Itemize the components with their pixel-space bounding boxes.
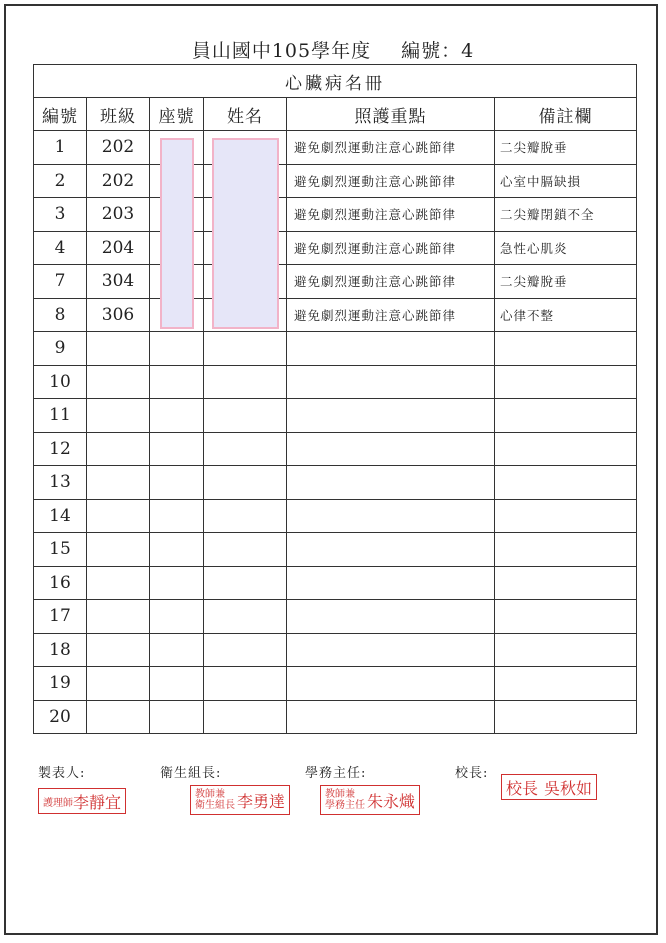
cell-class [87,600,150,634]
cell-class [87,667,150,701]
header-care-focus: 照護重點 [287,98,495,131]
cell-name [204,633,287,667]
stamp-maker: 護理師 李靜宜 [38,788,126,814]
cell-care-focus: 避免劇烈運動注意心跳節律 [287,164,495,198]
cell-name [204,667,287,701]
cell-name [204,700,287,734]
cell-care-focus [287,365,495,399]
cell-remarks [495,600,637,634]
cell-seat [150,600,204,634]
cell-number: 17 [34,600,87,634]
table-row [34,667,637,701]
cell-name [204,399,287,433]
cell-number: 7 [34,265,87,299]
cell-care-focus [287,499,495,533]
table-row [34,633,637,667]
table-row [34,365,637,399]
cell-care-focus: 避免劇烈運動注意心跳節律 [287,298,495,332]
header-remarks: 備註欄 [495,98,637,131]
stamp-principal: 校長 吳秋如 [501,774,597,800]
cell-number: 10 [34,365,87,399]
table-row [34,298,637,332]
cell-remarks [495,533,637,567]
cell-name [204,499,287,533]
cell-number: 15 [34,533,87,567]
cell-remarks: 急性心肌炎 [495,231,637,265]
cell-class: 203 [87,198,150,232]
cell-number: 9 [34,332,87,366]
cell-care-focus [287,432,495,466]
label-maker: 製表人: [38,766,86,781]
cell-remarks: 心室中膈缺損 [495,164,637,198]
cell-care-focus [287,600,495,634]
cell-seat [150,432,204,466]
cell-seat [150,633,204,667]
heart-disease-roster-table [33,64,637,734]
stamp-student-affairs-director: 教師兼 學務主任 朱永熾 [320,785,420,815]
cell-care-focus [287,667,495,701]
cell-care-focus [287,466,495,500]
cell-class: 202 [87,131,150,165]
cell-remarks: 二尖瓣閉鎖不全 [495,198,637,232]
cell-care-focus [287,700,495,734]
cell-class: 306 [87,298,150,332]
cell-seat [150,499,204,533]
cell-class [87,633,150,667]
cell-care-focus [287,399,495,433]
stamp-health-section-chief: 教師兼 衛生組長 李勇達 [190,785,290,815]
cell-seat [150,533,204,567]
cell-number: 3 [34,198,87,232]
cell-class: 304 [87,265,150,299]
cell-remarks [495,633,637,667]
cell-remarks [495,399,637,433]
cell-remarks: 心律不整 [495,298,637,332]
cell-number: 19 [34,667,87,701]
cell-number: 20 [34,700,87,734]
cell-number: 18 [34,633,87,667]
cell-remarks [495,700,637,734]
cell-seat [150,566,204,600]
cell-care-focus [287,533,495,567]
cell-name [204,365,287,399]
table-row [34,499,637,533]
table-row [34,164,637,198]
cell-seat [150,399,204,433]
header-number: 編號 [34,98,87,131]
cell-name [204,600,287,634]
table-row [34,700,637,734]
cell-remarks [495,466,637,500]
cell-care-focus: 避免劇烈運動注意心跳節律 [287,265,495,299]
table-row [34,131,637,165]
document-title [0,36,666,63]
table-row [34,432,637,466]
redacted-student-names [212,138,279,329]
table-row [34,231,637,265]
cell-name [204,566,287,600]
cell-remarks [495,332,637,366]
cell-care-focus: 避免劇烈運動注意心跳節律 [287,131,495,165]
cell-number: 11 [34,399,87,433]
table-row [34,533,637,567]
cell-class [87,432,150,466]
cell-remarks [495,566,637,600]
label-health-section-chief: 衛生組長: [160,766,222,781]
label-principal: 校長: [455,766,489,781]
table-row [34,265,637,299]
cell-number: 14 [34,499,87,533]
cell-name [204,332,287,366]
cell-number: 2 [34,164,87,198]
table-caption: 心臟病名冊 [34,65,637,98]
table-row [34,332,637,366]
cell-class [87,533,150,567]
cell-class [87,399,150,433]
cell-care-focus: 避免劇烈運動注意心跳節律 [287,231,495,265]
cell-number: 12 [34,432,87,466]
cell-remarks [495,667,637,701]
cell-remarks: 二尖瓣脫垂 [495,131,637,165]
cell-class [87,466,150,500]
table-row [34,566,637,600]
cell-remarks [495,499,637,533]
table-row [34,466,637,500]
cell-number: 16 [34,566,87,600]
cell-remarks: 二尖瓣脫垂 [495,265,637,299]
cell-seat [150,700,204,734]
cell-name [204,466,287,500]
cell-class [87,566,150,600]
cell-seat [150,667,204,701]
cell-name [204,533,287,567]
cell-class [87,700,150,734]
cell-care-focus [287,633,495,667]
cell-class [87,365,150,399]
header-name: 姓名 [204,98,287,131]
cell-class: 202 [87,164,150,198]
table-row [34,600,637,634]
cell-class: 204 [87,231,150,265]
cell-care-focus [287,332,495,366]
cell-name [204,432,287,466]
table-row [34,198,637,232]
cell-number: 1 [34,131,87,165]
school-year-title: 員山國中105學年度 [191,40,372,62]
document-number: 編號：4 [401,40,475,62]
redacted-seat-numbers [160,138,194,329]
cell-number: 8 [34,298,87,332]
cell-class [87,499,150,533]
cell-seat [150,332,204,366]
cell-care-focus [287,566,495,600]
label-student-affairs-director: 學務主任: [305,766,367,781]
cell-number: 13 [34,466,87,500]
header-class: 班級 [87,98,150,131]
cell-remarks [495,365,637,399]
header-seat: 座號 [150,98,204,131]
cell-care-focus: 避免劇烈運動注意心跳節律 [287,198,495,232]
cell-remarks [495,432,637,466]
table-row [34,399,637,433]
cell-number: 4 [34,231,87,265]
cell-seat [150,466,204,500]
cell-class [87,332,150,366]
cell-seat [150,365,204,399]
